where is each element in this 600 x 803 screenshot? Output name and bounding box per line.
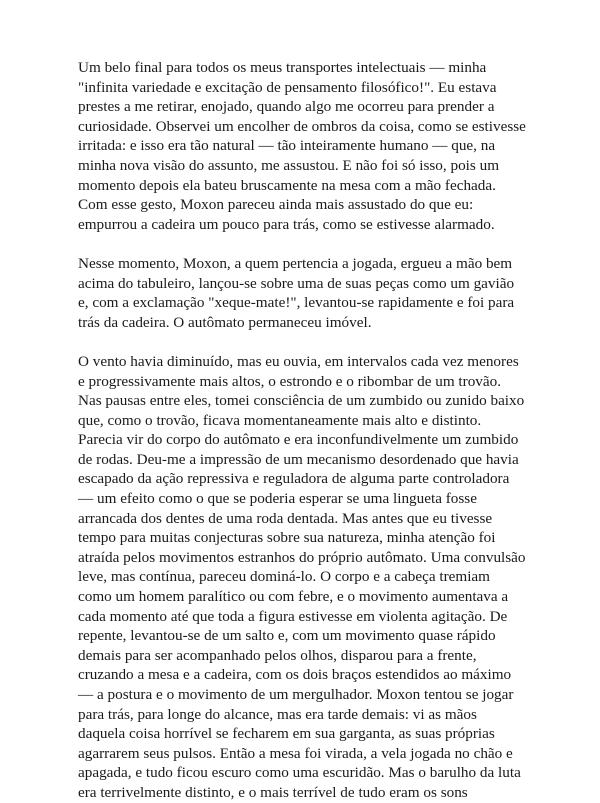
paragraph-1: Um belo final para todos os meus transportes intelectuais — minha "infinita variedade e excitação de pensamento filosófico!". Eu estava prestes a me retirar, enojado, quando algo me ocorreu para prender a curiosidade. Observei um encolher de ombros da coisa, como se estivesse irritada: e isso era tão natural — tão inteiramente humano — que, na minha nova visão do assunto, me assustou. E não foi só isso, pois um momento depois ela bateu bruscamente na mesa com a mão fechada. Com esse gesto, Moxon pareceu ainda mais assustado do que eu: empurrou a cadeira um pouco para trás, como se estivesse alarmado. [78, 59, 526, 233]
paragraph-3: O vento havia diminuído, mas eu ouvia, em intervalos cada vez menores e progressivamente mais altos, o estrondo e o ribombar de um trovão. Nas pausas entre eles, tomei consciência de um zumbido ou zunido baixo que, como o trovão, ficava momentaneamente mais alto e distinto. Parecia vir do corpo do autômato e era inconfundivelmente um zumbido de rodas. Deu-me a impressão de um mecanismo desordenado que havia escapado da ação repressiva e reguladora de alguma parte controladora — um efeito como o que se poderia esperar se uma lingueta fosse arrancada dos dentes de uma roda dentada. Mas antes que eu tivesse tempo para muitas conjecturas sobre sua natureza, minha atenção foi atraída pelos movimentos estranhos do próprio autômato. Uma convulsão leve, mas contínua, pareceu dominá-lo. O corpo e a cabeça tremiam como um homem paralítico ou com febre, e o movimento aumentava a cada momento até que toda a figura estivesse em violenta agitação. De repente, levantou-se de um salto e, com um movimento quase rápido demais para ser acompanhado pelos olhos, disparou para a frente, cruzando a mesa e a cadeira, com os dois braços estendidos ao máximo — a postura e o movimento de um mergulhador. Moxon tentou se jogar para trás, para longe do alcance, mas era tarde demais: vi as mãos daquela coisa horrível se fecharem em sua garganta, as suas próprias agarrarem seus pulsos. Então a mesa foi virada, a vela jogada no chão e apagada, e tudo ficou escuro como uma escuridão. Mas o barulho da luta era terrivelmente distinto, e o mais terrível de tudo eram os sons [78, 352, 526, 801]
document-page [78, 58, 526, 803]
paragraph-2: Nesse momento, Moxon, a quem pertencia a jogada, ergueu a mão bem acima do tabuleiro, lançou-se sobre uma de suas peças como um gavião e, com a exclamação "xeque-mate!", levantou-se rapidamente e foi para trás da cadeira. O autômato permaneceu imóvel. [78, 254, 515, 331]
